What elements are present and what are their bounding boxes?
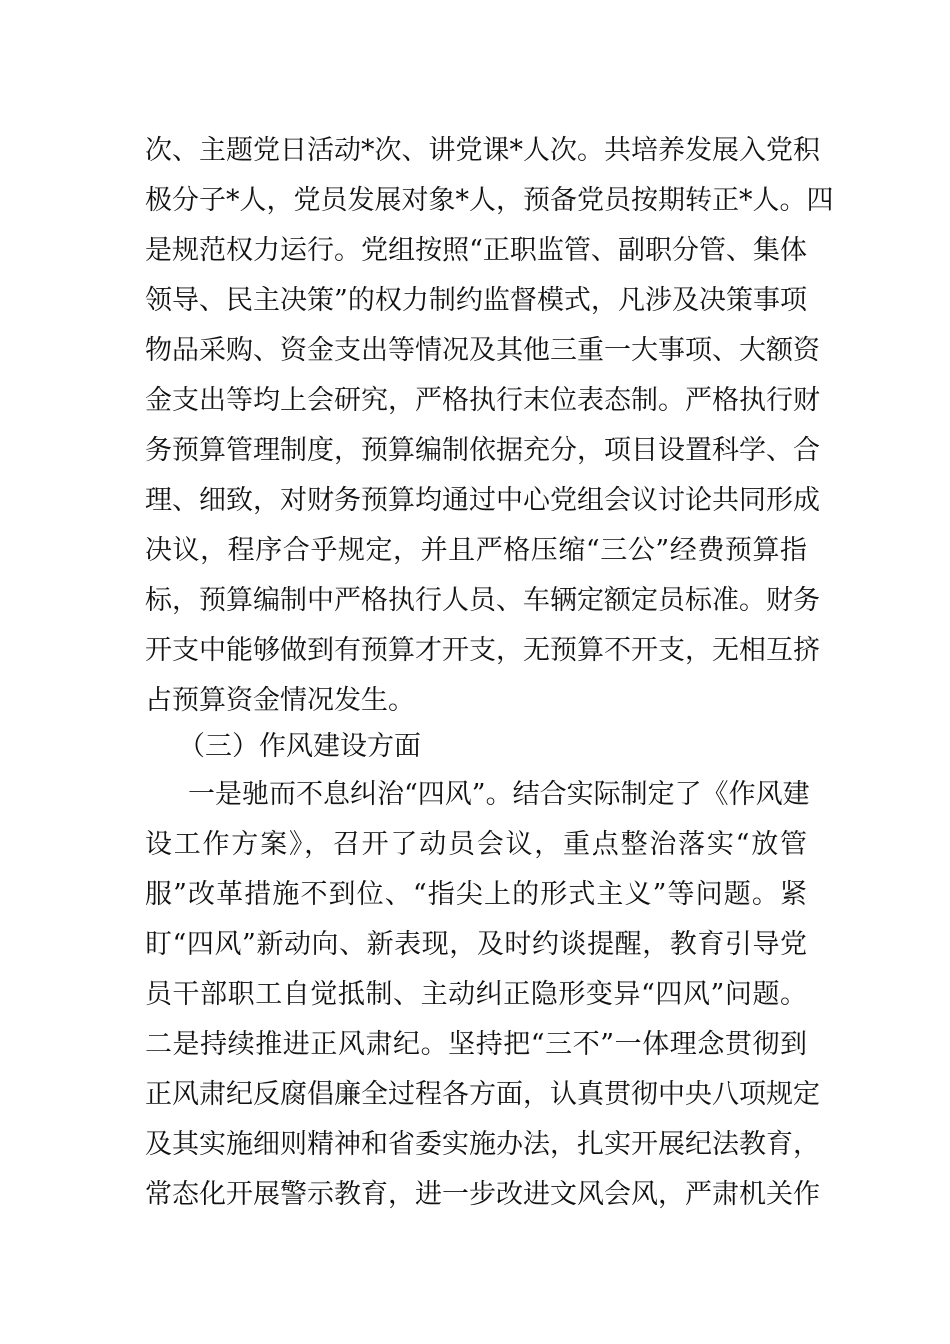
body-text-line: 盯“四风”新动向、新表现，及时约谈提醒，教育引导党 xyxy=(145,929,807,960)
body-text-line: 设工作方案》，召开了动员会议，重点整治落实“放管 xyxy=(145,829,807,860)
body-text-line: 务预算管理制度，预算编制依据充分，项目设置科学、合 xyxy=(145,435,820,466)
section-heading: （三）作风建设方面 xyxy=(178,731,421,762)
body-text-line: 员干部职工自觉抵制、主动纠正隐形变异“四风”问题。 xyxy=(145,979,807,1010)
body-text-line: 极分子*人，党员发展对象*人，预备党员按期转正*人。四 xyxy=(145,185,834,216)
body-text-line: 物品采购、资金支出等情况及其他三重一大事项、大额资 xyxy=(145,335,820,366)
body-text-line: 理、细致，对财务预算均通过中心党组会议讨论共同形成 xyxy=(145,485,820,516)
body-text-line: 服”改革措施不到位、“指尖上的形式主义”等问题。紧 xyxy=(145,879,807,910)
body-text-line: 一是驰而不息纠治“四风”。结合实际制定了《作风建 xyxy=(188,779,810,810)
body-text-line: 金支出等均上会研究，严格执行末位表态制。严格执行财 xyxy=(145,385,820,416)
body-text-line: 是规范权力运行。党组按照“正职监管、副职分管、集体 xyxy=(145,235,807,266)
body-text-line: 标，预算编制中严格执行人员、车辆定额定员标准。财务 xyxy=(145,585,820,616)
body-text-line: 开支中能够做到有预算才开支，无预算不开支，无相互挤 xyxy=(145,635,820,666)
body-text-line: 决议，程序合乎规定，并且严格压缩“三公”经费预算指 xyxy=(145,535,807,566)
body-text-line: 次、主题党日活动*次、讲党课*人次。共培养发展入党积 xyxy=(145,135,820,166)
body-text-line: 正风肃纪反腐倡廉全过程各方面，认真贯彻中央八项规定 xyxy=(145,1079,820,1110)
body-text-line: 二是持续推进正风肃纪。坚持把“三不”一体理念贯彻到 xyxy=(145,1029,807,1060)
body-text-line: 占预算资金情况发生。 xyxy=(145,685,415,716)
body-text-line: 及其实施细则精神和省委实施办法，扎实开展纪法教育， xyxy=(145,1129,820,1160)
body-text-line: 领导、民主决策”的权力制约监督模式，凡涉及决策事项 xyxy=(145,285,807,316)
body-text-line: 常态化开展警示教育，进一步改进文风会风，严肃机关作 xyxy=(145,1179,820,1210)
